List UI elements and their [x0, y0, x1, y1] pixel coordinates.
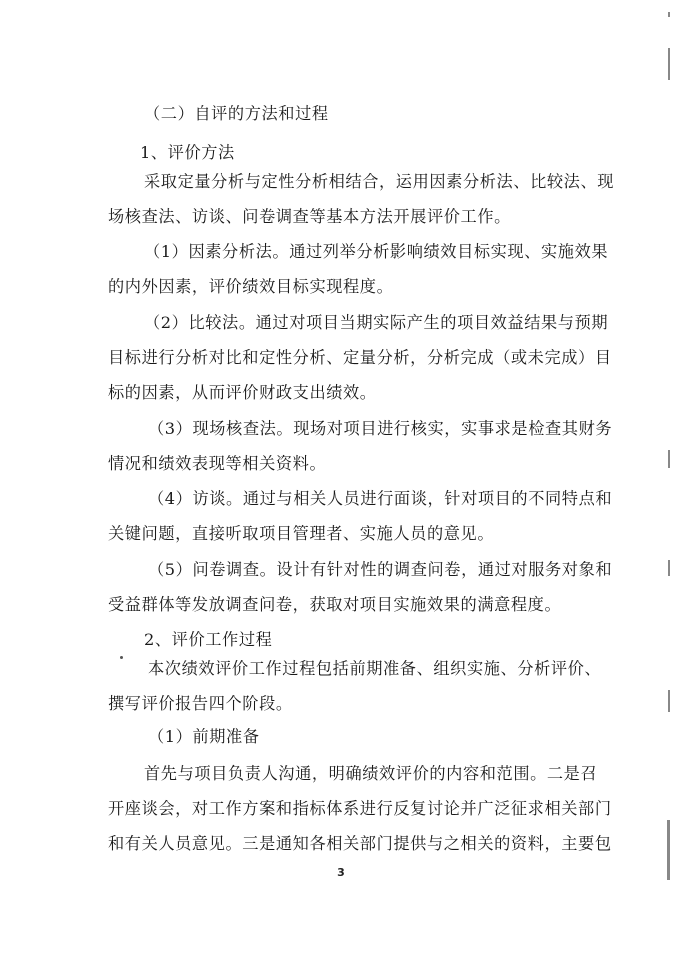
paragraph-line: 目标进行分析对比和定性分析、定量分析，分析完成（或未完成）目 [108, 348, 612, 367]
paragraph-line: 和有关人员意见。三是通知各相关部门提供与之相关的资料，主要包 [108, 834, 612, 853]
paragraph-line: （5）问卷调查。设计有针对性的调查问卷，通过对服务对象和 [148, 560, 613, 579]
page-number: 3 [337, 866, 345, 879]
paragraph-line: 采取定量分析与定性分析相结合，运用因素分析法、比较法、现 [144, 172, 615, 191]
binding-mark [668, 12, 670, 17]
binding-mark [667, 820, 670, 880]
paragraph-line: 开座谈会，对工作方案和指标体系进行反复讨论并广泛征求相关部门 [108, 799, 612, 818]
paragraph-line: （2）比较法。通过对项目当期实际产生的项目效益结果与预期 [144, 313, 609, 332]
paragraph-line: 受益群体等发放调查问卷，获取对项目实施效果的满意程度。 [108, 595, 562, 614]
paragraph-line: 标的因素，从而评价财政支出绩效。 [108, 383, 377, 402]
paragraph-line: 本次绩效评价工作过程包括前期准备、组织实施、分析评价、 [148, 659, 602, 678]
paragraph-line: 场核查法、访谈、问卷调查等基本方法开展评价工作。 [108, 207, 511, 226]
binding-mark [668, 690, 670, 712]
subheading-evaluation-method: 1、评价方法 [140, 143, 235, 162]
paragraph-line: 撰写评价报告四个阶段。 [108, 694, 293, 713]
subheading-work-process: 2、评价工作过程 [144, 630, 273, 649]
paragraph-line: 情况和绩效表现等相关资料。 [108, 454, 327, 473]
paragraph-line: 首先与项目负责人沟通，明确绩效评价的内容和范围。二是召 [144, 764, 598, 783]
paragraph-line: 关键问题，直接听取项目管理者、实施人员的意见。 [108, 524, 495, 543]
binding-mark [668, 450, 670, 468]
paragraph-line: （1）因素分析法。通过列举分析影响绩效目标实现、实施效果 [144, 242, 609, 261]
binding-mark [668, 48, 670, 80]
scan-speck [120, 656, 123, 659]
paragraph-line: （3）现场核查法。现场对项目进行核实，实事求是检查其财务 [148, 419, 613, 438]
subheading-preparation: （1）前期准备 [148, 727, 260, 746]
section-heading: （二）自评的方法和过程 [144, 104, 329, 123]
paragraph-line: 的内外因素，评价绩效目标实现程度。 [108, 277, 394, 296]
paragraph-line: （4）访谈。通过与相关人员进行面谈，针对项目的不同特点和 [148, 489, 613, 508]
binding-mark [668, 560, 670, 576]
